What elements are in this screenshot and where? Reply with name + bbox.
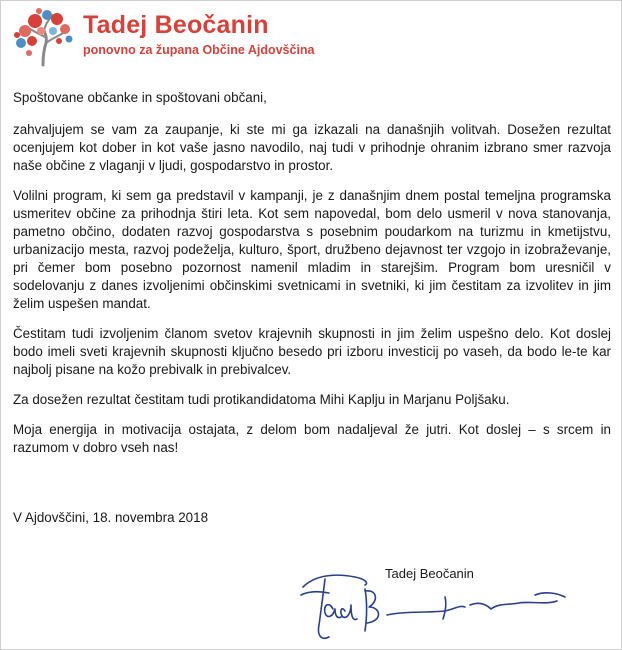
header-subtitle: ponovno za župana Občine Ajdovščina xyxy=(83,43,315,57)
letter-paragraph: Za dosežen rezultat čestitam tudi protikandidatoma Mihi Kaplju in Marjanu Poljšaku. xyxy=(13,392,510,407)
tree-logo-icon xyxy=(13,7,83,67)
letter-body xyxy=(13,89,611,469)
letter-paragraph: zahvaljujem se vam za zaupanje, ki ste mi ga izkazali na današnjih volitvah. Dosežen rezultat ocenjujem kot dober in kot vaše jasno navodilo, naj tudi v prihodnje ohranim izbrano smer razvoja naše občine z vlaganji v ljudi, gospodarstvo in prostor. xyxy=(13,122,611,173)
letter-paragraph: Čestitam tudi izvoljenim članom svetov krajevnih skupnosti in jim želim uspešno delo. Kot doslej bodo imeli sveti krajevnih skupnosti ključno besedo pri izboru investicij po vaseh, da bodo le-te kar najbolj pisane na kožo prebivalk in prebivalcev. xyxy=(13,326,611,377)
letter-salutation: Spoštovane občanke in spoštovani občani, xyxy=(13,90,267,105)
signer-name: Tadej Beočanin xyxy=(385,566,474,581)
header-name: Tadej Beočanin xyxy=(83,11,269,39)
letter-paragraph: Volilni program, ki sem ga predstavil v kampanji, je z današnjim dnem postal temeljna programska usmeritev občine za prihodnja štiri leta. Kot sem napovedal, bom delo usmeril v nova stanovanja, pametno občino, dodaten razvoj gospodarstva s posebnim poudarkom na turizmu in kmetijstvu, urbanizacijo mesta, razvoj podeželja, kulturo, šport, družbeno dejavnost ter vzgojo in izobraževanje, pri čemer bom posebno pozornost namenil mladim in starejšim. Program bom uresničil v sodelovanju z danes izvoljenimi občinskimi svetnicami in svetniki, ki jim čestitam za izvolitev in jim želim uspešen mandat. xyxy=(13,188,611,311)
letter-place-date: V Ajdovščini, 18. novembra 2018 xyxy=(13,510,209,525)
letter-header xyxy=(13,7,313,69)
letter-paragraph: Moja energija in motivacija ostajata, z delom bom nadaljeval že jutri. Kot doslej – s srcem in razumom v dobro vseh nas! xyxy=(13,422,611,455)
